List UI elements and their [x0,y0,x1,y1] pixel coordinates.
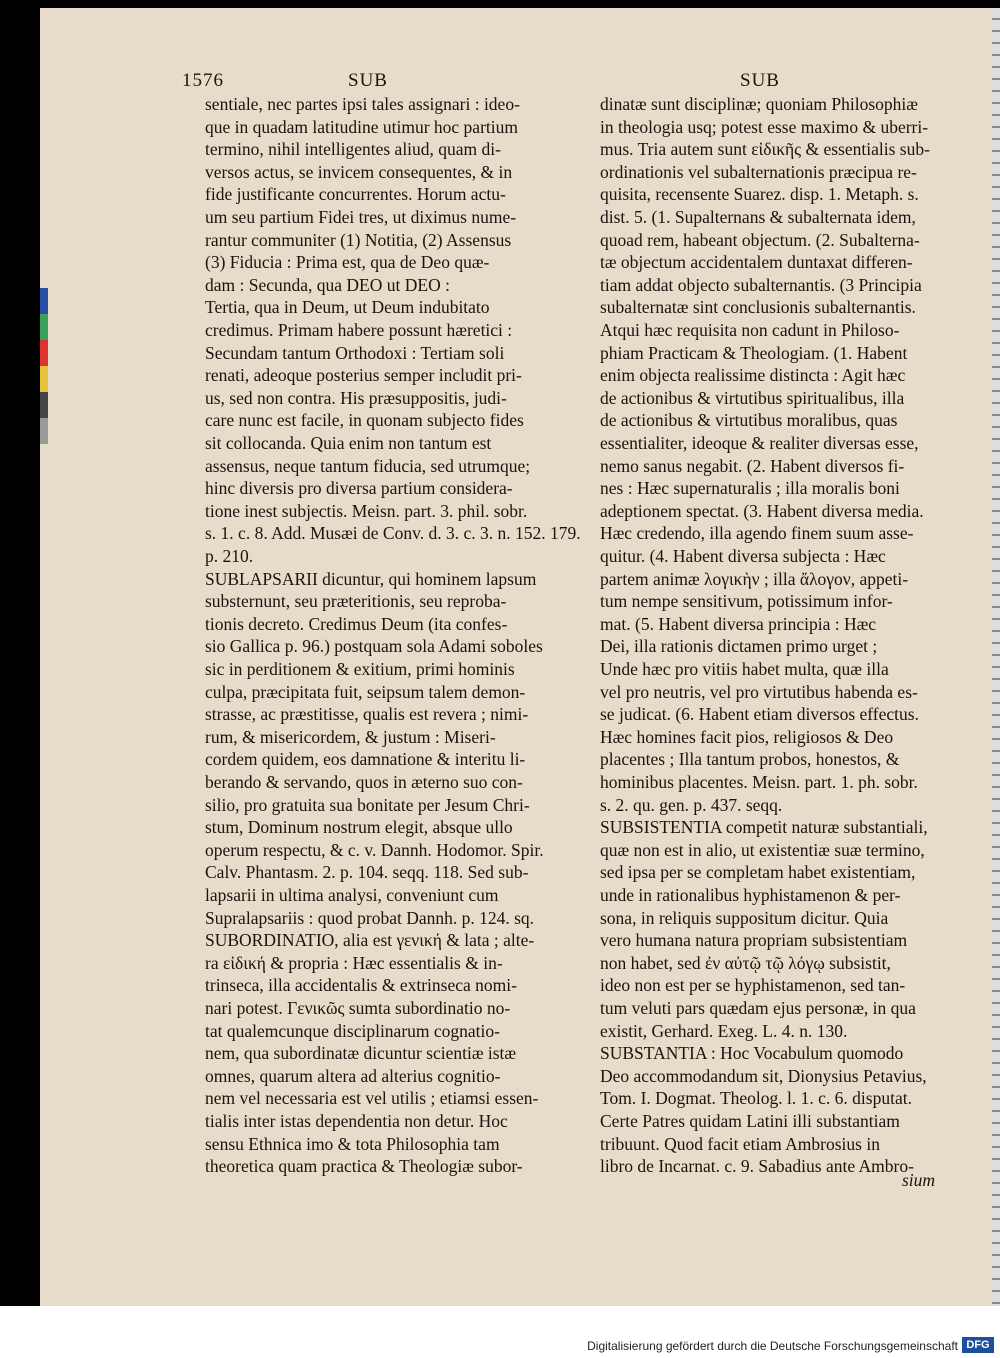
text-line: enim objecta realissime distincta : Agit hæc [600,365,906,386]
text-line: nem vel necessaria est vel utilis ; etiamsi essen- [205,1088,539,1109]
text-line: (3) Fiducia : Prima est, qua de Deo quæ- [205,252,490,273]
text-line: nes : Hæc supernaturalis ; illa moralis boni [600,478,900,499]
text-line: ideo non est per se hyphistamenon, sed tan- [600,975,906,996]
text-line: sensu Ethnica imo & tota Philosophia tam [205,1133,500,1154]
text-line: fide justificante concurrentes. Horum actu- [205,184,506,205]
text-line: nemo sanus negabit. (2. Habent diversos fi- [600,455,905,476]
text-line: Hæc credendo, illa agendo finem suum asse- [600,523,914,544]
dfg-logo: DFG [962,1337,994,1353]
color-strip [40,340,48,366]
footer [0,1306,1000,1358]
color-strip [40,314,48,340]
text-line: hominibus placentes. Meisn. part. 1. ph. sobr. [600,772,918,792]
text-line: SUBSISTENTIA competit naturæ substantiali, [600,817,928,838]
text-line: rum, & misericordem, & justum : Miseri- [205,726,496,747]
text-line: que in quadam latitudine utimur hoc partium [205,116,518,137]
text-line: Calv. Phantasm. 2. p. 104. seqq. 118. Sed sub- [205,862,529,883]
text-line: quæ non est in alio, ut existentiæ suæ termino, [600,839,925,860]
text-line: de actionibus & virtutibus spiritualibus, illa [600,387,905,408]
color-strip [40,418,48,444]
text-line: sona, in reliquis suppositum dicitur. Quia [600,907,889,928]
text-line: mus. Tria autem sunt εἰδικῆς & essentialis sub- [600,139,930,160]
text-line: tribuunt. Quod facit etiam Ambrosius in [600,1133,880,1154]
text-line: berando & servando, quos in æterno suo con- [205,772,523,792]
text-line: existit, Gerhard. Exeg. L. 4. n. 130. [600,1020,848,1041]
text-line: Dei, illa rationis dictamen primo urget ; [600,636,878,657]
text-line: tat qualemcunque disciplinarum cognatio- [205,1020,500,1041]
text-line: ordinationis vel subalternationis præcipua re- [600,161,917,182]
text-line: um seu partium Fidei tres, ut diximus nume- [205,207,517,227]
text-line: Tom. I. Dogmat. Theolog. l. 1. c. 6. disputat. [600,1088,912,1109]
text-line: SUBORDINATIO, alia est γενική & lata ; alte- [205,930,535,951]
text-line: tionis decreto. Credimus Deum (ita confes- [205,613,508,634]
text-line: SUBSTANTIA : Hoc Vocabulum quomodo [600,1043,904,1064]
text-line: quoad rem, habeant objectum. (2. Subalterna- [600,229,920,250]
text-line: libro de Incarnat. c. 9. Sabadius ante Ambro- [600,1156,914,1177]
text-line: Tertia, qua in Deum, ut Deum indubitato [205,297,490,318]
text-line: quitur. (4. Habent diversa subjecta : Hæc [600,546,886,566]
text-line: essentialiter, ideoque & realiter diversas esse, [600,433,919,453]
text-line: sentiale, nec partes ipsi tales assignari : ideo- [205,94,520,114]
text-line: strasse, ac præstitisse, qualis est revera ; nimi- [205,704,529,725]
text-line: se judicat. (6. Habent etiam diversos effectus. [600,704,919,725]
text-line: sic in perditionem & exitium, primi hominis [205,659,515,679]
text-line: nari potest. Γενικῶς sumta subordinatio no- [205,998,511,1018]
text-line: substernunt, seu præteritionis, seu reproba- [205,591,507,612]
text-line: tum nempe sensitivum, potissimum infor- [600,591,893,612]
color-strip [40,366,48,392]
text-line: SUBLAPSARII dicuntur, qui hominem lapsum [205,568,537,589]
text-line: theoretica quam practica & Theologiæ subor- [205,1156,523,1177]
text-line: dam : Secunda, qua DEO ut DEO : [205,274,450,295]
text-line: subalternatæ sint conclusionis subalternantis. [600,297,916,318]
text-line: lapsarii in ultima analysi, conveniunt cum [205,885,499,905]
text-line: Certe Patres quidam Latini illi substantiam [600,1111,900,1131]
text-line: Unde hæc pro vitiis habet multa, quæ illa [600,659,889,679]
text-line: partem animæ λογικὴν ; illa ἄλογον, appeti- [600,568,909,589]
text-line: Hæc homines facit pios, religiosos & Deo [600,726,894,747]
text-line: phiam Practicam & Theologiam. (1. Habent [600,342,908,363]
text-line: credimus. Primam habere possunt hæretici : [205,320,513,340]
text-line: Secundam tantum Orthodoxi : Tertiam soli [205,342,505,363]
text-line: sed ipsa per se completam habet existentiam, [600,862,916,883]
text-line: quisita, recensente Suarez. disp. 1. Metaph. s. [600,184,919,205]
text-line: tialis inter istas dependentia non detur. Hoc [205,1111,508,1131]
text-line: vero humana natura propriam subsistentiam [600,930,908,951]
text-line: operum respectu, & c. v. Dannh. Hodomor. Spir. [205,839,544,860]
text-line: rantur communiter (1) Notitia, (2) Assensus [205,229,512,250]
text-line: us, sed non contra. His præsuppositis, judi- [205,387,507,408]
text-line: sio Gallica p. 96.) postquam sola Adami soboles [205,636,543,657]
text-line: Atqui hæc requisita non cadunt in Philoso- [600,320,900,340]
text-line: nem, qua subordinatæ dicuntur scientiæ istæ [205,1043,517,1064]
text-line: culpa, præcipitata fuit, seipsum talem demon- [205,681,526,702]
text-line: Supralapsariis : quod probat Dannh. p. 124. sq. [205,907,535,928]
text-line: termino, nihil intelligentes aliud, quam di- [205,139,501,160]
page-number: 1576 [182,70,224,91]
catchword: sium [902,1170,936,1190]
text-line: care nunc est facile, in quonam subjecto fides [205,410,524,431]
text-line: unde in rationalibus hyphistamenon & per- [600,885,901,905]
text-line: in theologia usq; potest esse maximo & uberri- [600,116,929,137]
text-line: p. 210. [205,546,254,566]
book-page [40,8,992,1306]
color-strip [40,288,48,314]
running-head-left: SUB [348,70,388,91]
text-line: renati, adeoque posterius semper includit pri- [205,365,522,386]
text-line: s. 1. c. 8. Add. Musæi de Conv. d. 3. c. 3. n. 152. 179. [205,523,581,544]
text-line: de actionibus & virtutibus moralibus, quas [600,410,898,431]
text-line: tione inest subjectis. Meisn. part. 3. phil. sobr. [205,500,528,521]
running-head-right: SUB [740,70,780,91]
text-line: tæ objectum accidentalem duntaxat differen- [600,252,913,273]
scan-ruler [992,8,1000,1306]
text-line: cordem quidem, eos damnatione & interitu li- [205,749,526,770]
text-line: tiam addat objecto subalternantis. (3 Principia [600,274,922,295]
text-line: sit collocanda. Quia enim non tantum est [205,433,492,453]
text-line: vel pro neutris, vel pro virtutibus habenda es- [600,681,918,702]
text-line: silio, pro gratuita sua bonitate per Jesum Chri- [205,794,530,815]
text-line: Deo accommodandum sit, Dionysius Petavius, [600,1065,927,1086]
text-line: placentes ; Illa tantum probos, honestos, & [600,749,900,770]
text-line: mat. (5. Habent diversa principia : Hæc [600,613,877,634]
text-line: tum veluti pars quædam ejus personæ, in qua [600,998,916,1018]
text-line: dist. 5. (1. Supalternans & subalternata idem, [600,207,916,227]
text-line: stum, Dominum nostrum elegit, absque ullo [205,817,513,838]
text-line: hinc diversis pro diversa partium considera- [205,478,513,499]
funding-notice: Digitalisierung gefördert durch die Deutsche Forschungsgemeinschaft [587,1339,958,1353]
text-line: adeptionem spectat. (3. Habent diversa media. [600,500,924,521]
text-line: s. 2. qu. gen. p. 437. seqq. [600,794,783,815]
text-line: ra εἰδική & propria : Hæc essentialis & in- [205,952,503,973]
text-line: trinseca, illa accidentalis & extrinseca nomi- [205,975,517,996]
text-line: versos actus, se invicem consequentes, & in [205,161,513,182]
text-line: non habet, sed ἐν αὐτῷ τῷ λόγῳ subsistit, [600,952,891,973]
text-line: assensus, neque tantum fiducia, sed utrumque; [205,455,531,476]
color-strip [40,392,48,418]
text-line: dinatæ sunt disciplinæ; quoniam Philosophiæ [600,94,918,114]
text-line: omnes, quarum altera ad alterius cognitio- [205,1065,501,1086]
